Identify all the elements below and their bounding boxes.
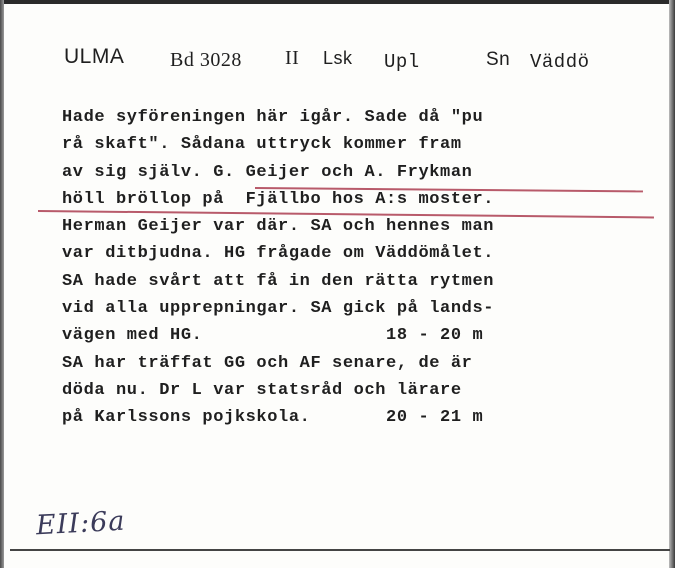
card-bottom-rule <box>10 549 670 551</box>
card-top-edge <box>0 0 675 4</box>
archive-name: ULMA <box>64 45 125 68</box>
text-line: höll bröllop på Fjällbo hos A:s moster. <box>62 189 495 209</box>
text-line: SA har träffat GG och AF senare, de är <box>62 353 473 373</box>
handwritten-signum: EII:6a <box>35 505 127 542</box>
text-line: vägen med HG. 18 - 20 m <box>62 326 484 346</box>
text-line: SA hade svårt att få in den rätta rytmen <box>62 271 495 291</box>
text-line: var ditbjudna. HG frågade om Väddömålet. <box>62 244 495 264</box>
text-line: vid alla upprepningar. SA gick på lands- <box>62 299 495 319</box>
parish-label: Sn <box>486 49 511 70</box>
province-code: Upl <box>384 51 420 73</box>
card-right-edge <box>669 0 675 568</box>
text-line: döda nu. Dr L var statsråd och lärare <box>62 380 462 400</box>
text-line: rå skaft". Sådana uttryck kommer fram <box>62 135 462 155</box>
parish-name: Väddö <box>530 51 590 73</box>
typed-text-block <box>62 104 652 432</box>
series-number: II <box>285 47 300 69</box>
card-left-edge <box>0 0 4 568</box>
text-line: Herman Geijer var där. SA och hennes man <box>62 217 495 237</box>
volume-number: Bd 3028 <box>170 49 242 71</box>
text-line: på Karlssons pojkskola. 20 - 21 m <box>62 408 484 428</box>
text-line: Hade syföreningen här igår. Sade då "pu <box>62 108 484 127</box>
text-line: av sig själv. G. Geijer och A. Frykman <box>62 162 473 182</box>
section-code: Lsk <box>323 48 353 68</box>
